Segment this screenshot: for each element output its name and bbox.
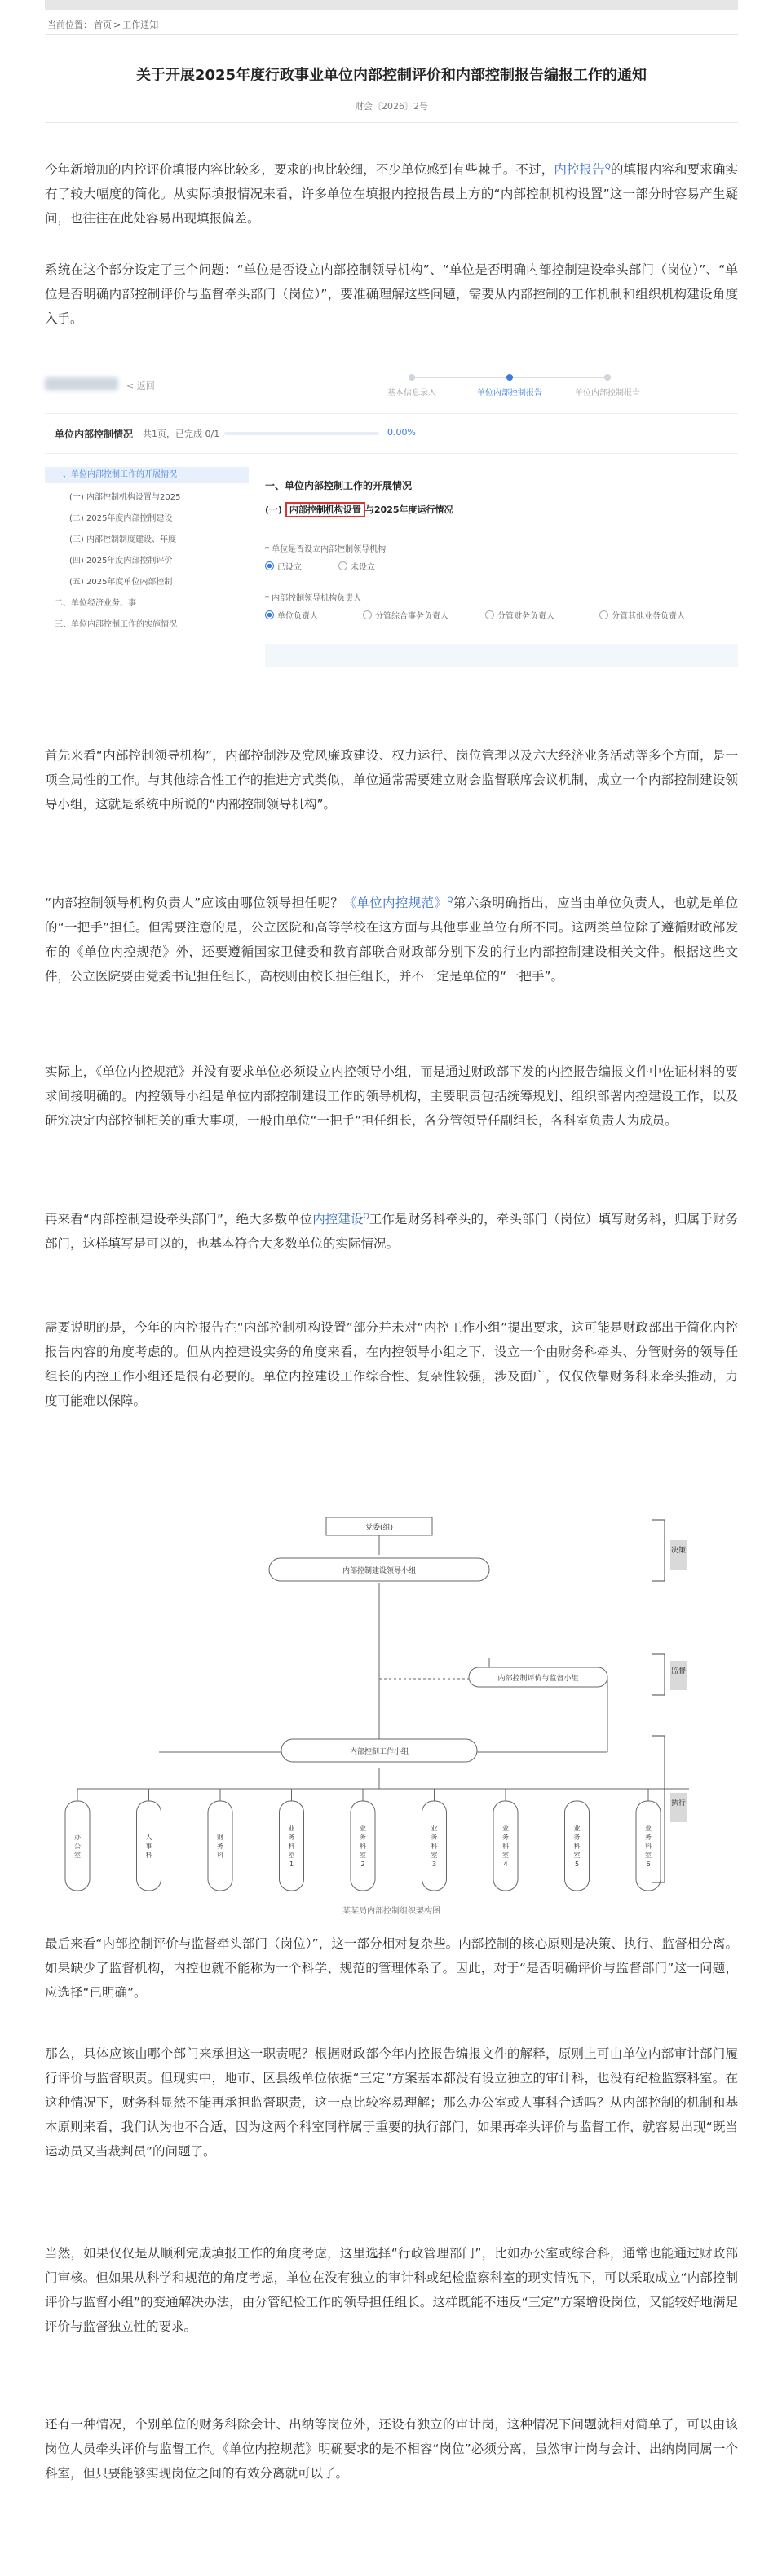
org-dept-label: 业务科室 4 (502, 1825, 509, 1868)
link-neikong-report[interactable]: 内控报告 (554, 162, 605, 178)
radio-label: 单位负责人 (277, 612, 318, 621)
report-header (45, 413, 738, 454)
org-node-work-label: 内部控制工作小组 (349, 1748, 409, 1756)
question-leader-person: * 内部控制领导机构负责人 (265, 594, 362, 603)
radio-label: 分管财务负责人 (497, 612, 554, 621)
link-marker-icon: Q (604, 163, 611, 171)
org-chart-caption: 某某局内部控制组织架构图 (342, 1907, 440, 1916)
tree-item[interactable]: (四) 2025年度内部控制评价 (69, 557, 173, 566)
radio-other-business[interactable] (599, 609, 685, 621)
back-link[interactable]: < 返回 (126, 381, 155, 391)
paragraph-3: 首先来看“内部控制领导机构”，内部控制涉及党风廉政建设、权力运行、岗位管理以及六大经济业务活动等多个方面，是一项全局性的工作。与其他综合性工作的推进方式类似，单位通常需要建立财会监督联席会议机制，成立一个内部控制建设领导小组，这就是系统中所说的“内部控制领导机构”。 (45, 748, 738, 812)
org-dept-label: 业务科室 2 (360, 1825, 366, 1868)
step-3 (559, 374, 656, 398)
text: 的填报内容和要求确实有了较大幅度的简化。从实际填报情况来看，许多单位在填报内控报告最上方的“内部控制机构设置”这一部分时容易产生疑问，也往往在此处容易出现填报偏差。 (45, 162, 738, 227)
section-title: 一、单位内部控制工作的开展情况 (265, 480, 413, 491)
breadcrumb-home[interactable]: 首页 (94, 20, 112, 30)
breadcrumb-separator: > (113, 20, 121, 30)
side-tag-decision (670, 1540, 687, 1570)
radio-finance-head[interactable] (485, 609, 554, 621)
breadcrumb (47, 18, 160, 31)
paragraph-10: 当然，如果仅仅是从顺利完成填报工作的角度考虑，这里选择“行政管理部门”，比如办公室或综合科，通常也能通过财政部门审核。但如果从科学和规范的角度考虑，单位在没有独立的审计科或纪检监察科室的现实情况下，可以采取成立“内部控制评价与监督小组”的变通解决办法，由分管纪检工作的领导担任组长。这样既能不违反“三定”方案增设岗位，又能较好地满足评价与监督独立性的要求。 (45, 2246, 738, 2334)
paragraph-1 (45, 155, 738, 231)
report-title: 单位内部控制情况 (55, 429, 134, 440)
org-dept-label: 人事科 (145, 1834, 152, 1859)
step-label: 单位内部控制报告 (575, 389, 640, 398)
divider (45, 122, 738, 123)
tree-item[interactable]: (二) 2025年度内部控制建设 (69, 514, 173, 523)
breadcrumb-label: 当前位置： (47, 20, 92, 30)
tree-item[interactable]: 二、单位经济业务、事 (55, 599, 136, 608)
tree-item[interactable]: 三、单位内部控制工作的实施情况 (55, 620, 177, 629)
tree-item[interactable]: 一、单位内部控制工作的开展情况 (45, 467, 249, 483)
sub-suffix: 与2025年度运行情况 (364, 504, 453, 515)
page-title: 关于开展2025年度行政事业单位内部控制评价和内部控制报告编报工作的通知 (135, 67, 647, 84)
text: 工作是财务科牵头的，牵头部门（岗位）填写财务科，归属于财务部门，这样填写是可以的，也基本符合大多数单位的实际情况。 (45, 1212, 738, 1252)
paragraph-11: 还有一种情况，个别单位的财务科除会计、出纳等岗位外，还设有独立的审计岗，这种情况下问题就相对简单了，可以由该岗位人员牵头评价与监督工作。《单位内控规范》明确要求的是不相容“岗位”必须分离，虽然审计岗与会计、出纳岗同属一个科室，但只要能够实现岗位之间的有效分离就可以了。 (45, 2417, 738, 2481)
divider (45, 34, 738, 35)
side-tag-decision-label: 决策 (670, 1547, 687, 1555)
radio-unit-head[interactable] (265, 609, 318, 621)
tree-item[interactable]: (一) 内部控制机构设置与2025 (69, 493, 181, 502)
side-tag-execute-label: 执行 (670, 1799, 687, 1808)
org-dept-label: 业务科室 3 (431, 1825, 438, 1868)
org-dept-label: 财务科 (217, 1834, 223, 1859)
text: “内部控制领导机构负责人”应该由哪位领导担任呢？ (45, 896, 344, 911)
org-dept-label: 业务科室 5 (573, 1825, 581, 1868)
sub-prefix: (一) (265, 504, 283, 515)
radio-not-established[interactable] (338, 560, 375, 572)
radio-label: 分管综合事务负责人 (375, 612, 448, 621)
side-tag-execute (670, 1793, 687, 1822)
step-2 (461, 374, 559, 398)
progress-bar (224, 432, 379, 435)
document-number: 财会〔2026〕2号 (355, 101, 428, 112)
paragraph-8: 最后来看“内部控制评价与监督牵头部门（岗位）”，这一部分相对复杂些。内部控制的核心原则是决策、执行、监督相分离。如果缺少了监督机构，内控也就不能称为一个科学、规范的管理体系了。因此，对于“是否明确评价与监督部门”这一问题，应选择“已明确”。 (45, 1936, 738, 2000)
step-indicator (363, 374, 738, 407)
tree-item[interactable]: (五) 2025年度单位内部控制 (69, 578, 173, 587)
radio-label: 分管其他业务负责人 (612, 612, 685, 621)
org-node-top-label: 党委(组) (364, 1524, 394, 1532)
subsection-title (265, 503, 453, 516)
text: 今年新增加的内控评价填报内容比较多，要求的也比较细，不少单位感到有些棘手。不过， (45, 162, 554, 178)
form-footer-bar (265, 644, 738, 667)
org-node-leader-label: 内部控制建设领导小组 (342, 1567, 417, 1575)
link-marker-icon: Q (363, 1213, 369, 1221)
org-dept-label: 业务科室 6 (645, 1825, 652, 1868)
radio-label: 未设立 (351, 563, 375, 572)
org-node-supervise-label: 内部控制评价与监督小组 (497, 1675, 579, 1683)
org-dept-label: 业务科室 1 (288, 1825, 295, 1868)
question-leader-org: * 单位是否设立内部控制领导机构 (265, 545, 387, 554)
outline-tree (45, 460, 241, 713)
paragraph-5: 实际上，《单位内控规范》并没有要求单位必须设立内控领导小组，而是通过财政部下发的内控报告编报文件中佐证材料的要求间接明确的。内控领导小组是单位内部控制建设工作的领导机构，主要职责包括统筹规划、组织部署内控建设工作，以及研究决定内部控制相关的重大事项，一般由单位“一把手”担任组长，各分管领导任副组长，各科室负责人为成员。 (45, 1064, 738, 1128)
side-tag-supervise-label: 监督 (670, 1667, 687, 1676)
text: 第六条明确指出，应当由单位负责人，也就是单位的“一把手”担任。但需要注意的是，公立医院和高等学校在这方面与其他事业单位有所不同。这两类单位除了遵循财政部发布的《单位内控规范》外，还要遵循国家卫健委和教育部联合财政部分别下发的行业内部控制建设相关文件。根据这些文件，公立医院要由党委书记担任组长，高校则由校长担任组长，并不一定是单位的“一把手”。 (45, 896, 738, 984)
paragraph-4 (45, 888, 738, 989)
text: 再来看“内部控制建设牵头部门”，绝大多数单位 (45, 1212, 313, 1227)
step-label: 基本信息录入 (387, 389, 436, 398)
link-unit-control-spec[interactable]: 《单位内控规范》 (343, 896, 448, 911)
step-label: 单位内部控制报告 (477, 389, 542, 398)
report-count: 共1页，已完成 0/1 (143, 429, 220, 439)
step-1 (363, 374, 461, 398)
tree-item[interactable]: (三) 内部控制制度建设、年度 (69, 535, 176, 544)
radio-label: 已设立 (277, 563, 302, 572)
paragraph-7: 需要说明的是，今年的内控报告在“内部控制机构设置”部分并未对“内控工作小组”提出要求，这可能是财政部出于简化内控报告内容的角度考虑的。但从内控建设实务的角度来看，在内控领导小组之下，设立一个由财务科牵头、分管财务的领导任组长的内控工作小组还是很有必要的。单位内控建设工作综合性、复杂性较强，涉及面广，仅仅依靠财务科来牵头推动，力度可能难以保障。 (45, 1320, 738, 1408)
radio-general-affairs[interactable] (363, 609, 448, 621)
breadcrumb-section[interactable]: 工作通知 (122, 20, 159, 30)
highlight-box: 内部控制机构设置 (285, 502, 365, 517)
link-marker-icon: Q (447, 896, 453, 905)
paragraph-9: 那么，具体应该由哪个部门来承担这一职责呢？根据财政部今年内控报告编报文件的解释，原则上可由单位内部审计部门履行评价与监督职责。但现实中，地市、区县级单位依据“三定”方案基本都没有设立独立的审计科，也没有纪检监察科室。在这种情况下，财务科显然不能再承担监督职责，这一点比较容易理解；那么办公室或人事科合适吗？从内部控制的机制和基本原则来看，我们认为也不合适，因为这两个科室同样属于重要的执行部门，如果再牵头评价与监督工作，就容易出现“既当运动员又当裁判员”的问题了。 (45, 2046, 738, 2159)
paragraph-6 (45, 1204, 738, 1256)
org-chart (45, 1508, 738, 1899)
progress-text: 0.00% (387, 427, 416, 438)
top-banner (45, 0, 738, 10)
org-dept-label: 办公室 (74, 1834, 81, 1859)
link-neikong-build[interactable]: 内控建设 (312, 1212, 364, 1227)
report-form (257, 460, 738, 713)
side-tag-supervise (670, 1661, 687, 1690)
paragraph-2: 系统在这个部分设定了三个问题：“单位是否设立内部控制领导机构”、“单位是否明确内部控制建设牵头部门（岗位）”、“单位是否明确内部控制评价与监督牵头部门（岗位）”，要准确理解这些问题，需要从内部控制的工作机制和组织机构建设角度入手。 (45, 262, 738, 326)
system-screenshot (45, 371, 738, 721)
blurred-unit-name (45, 377, 118, 390)
radio-established[interactable] (265, 560, 302, 572)
